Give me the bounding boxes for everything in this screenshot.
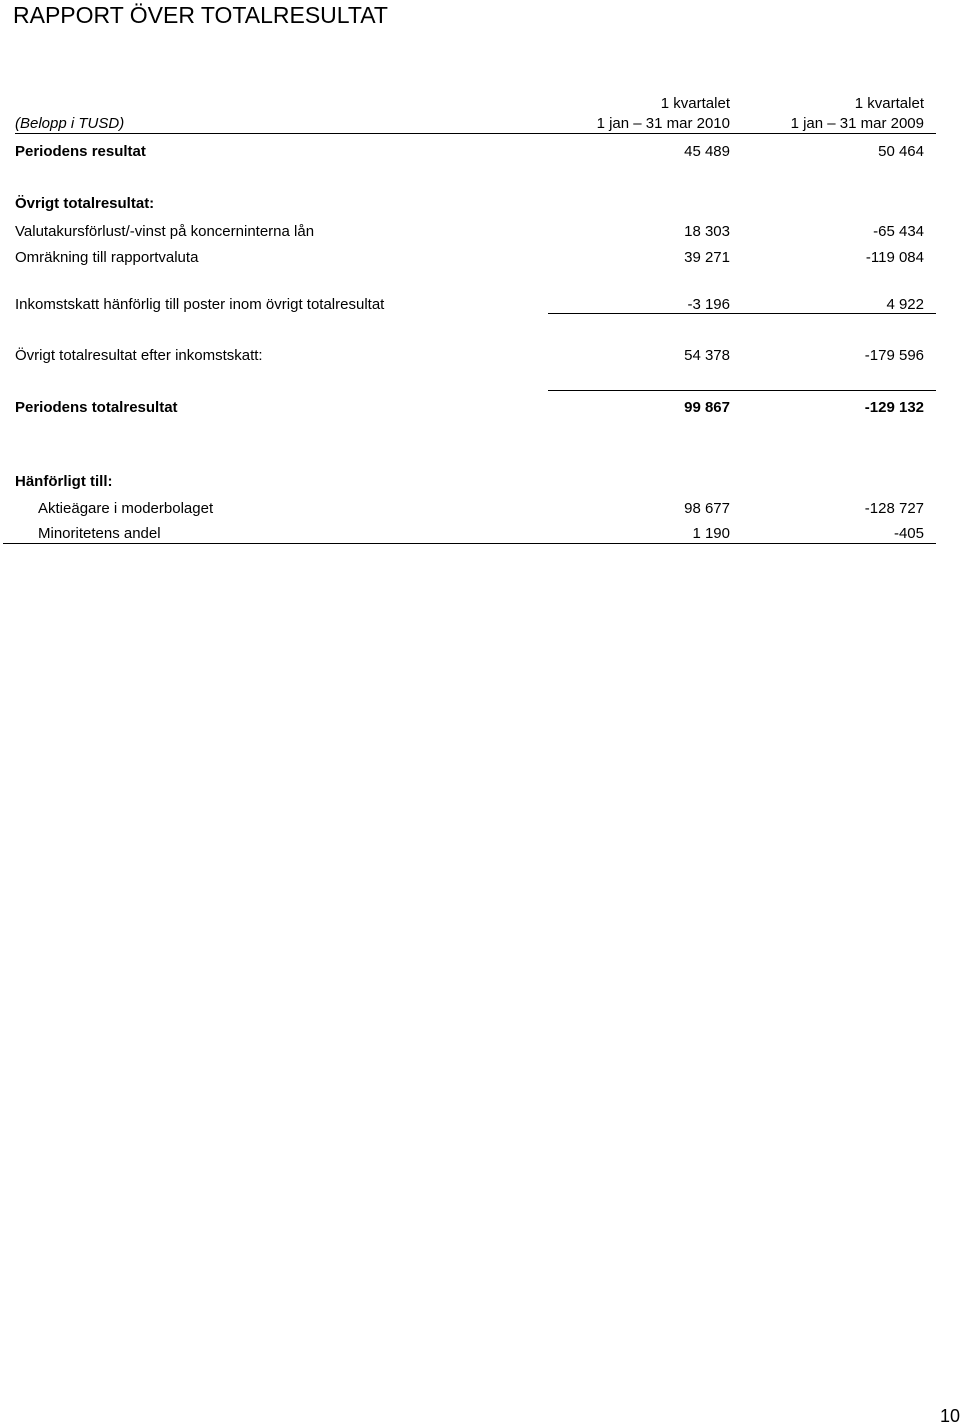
bottom-rule xyxy=(3,543,936,544)
page-title: RAPPORT ÖVER TOTALRESULTAT xyxy=(13,2,388,28)
total-rule xyxy=(548,390,936,391)
row-periodens-resultat-2010: 45 489 xyxy=(684,143,730,160)
unit-label: (Belopp i TUSD) xyxy=(15,115,125,132)
section-heading-hanforligt: Hänförligt till: xyxy=(15,473,113,490)
row-inkomstskatt-2010: -3 196 xyxy=(687,296,730,313)
header-rule xyxy=(15,133,936,134)
row-aktieagare-2009: -128 727 xyxy=(864,500,924,517)
header-col1-period: 1 kvartalet xyxy=(660,95,730,112)
row-omrakning-2009: -119 084 xyxy=(865,249,924,266)
row-periodens-totalresultat-label: Periodens totalresultat xyxy=(15,399,178,416)
header-col1-range: 1 jan – 31 mar 2010 xyxy=(596,115,730,132)
header-col2-range: 1 jan – 31 mar 2009 xyxy=(790,115,924,132)
row-periodens-resultat-2009: 50 464 xyxy=(878,143,924,160)
row-ovrigt-efter-skatt-2010: 54 378 xyxy=(684,347,730,364)
row-valutakurs-label: Valutakursförlust/-vinst på koncerninterna lån xyxy=(15,223,315,240)
row-valutakurs-2009: -65 434 xyxy=(873,223,924,240)
subtotal-rule xyxy=(548,313,936,314)
row-minoritet-2009: -405 xyxy=(893,525,924,542)
row-aktieagare-2010: 98 677 xyxy=(684,500,730,517)
row-omrakning-label: Omräkning till rapportvaluta xyxy=(15,249,199,266)
page-number: 10 xyxy=(939,1406,960,1426)
row-periodens-totalresultat-2010: 99 867 xyxy=(684,399,730,416)
row-minoritet-2010: 1 190 xyxy=(692,525,730,542)
row-minoritet-label: Minoritetens andel xyxy=(38,525,161,542)
row-ovrigt-efter-skatt-label: Övrigt totalresultat efter inkomstskatt: xyxy=(15,347,263,364)
row-periodens-resultat-label: Periodens resultat xyxy=(15,143,146,160)
row-inkomstskatt-2009: 4 922 xyxy=(886,296,924,313)
section-heading-ovrigt: Övrigt totalresultat: xyxy=(15,195,155,212)
row-aktieagare-label: Aktieägare i moderbolaget xyxy=(38,500,214,517)
row-inkomstskatt-label: Inkomstskatt hänförlig till poster inom övrigt totalresultat xyxy=(15,296,385,313)
row-valutakurs-2010: 18 303 xyxy=(684,223,730,240)
row-ovrigt-efter-skatt-2009: -179 596 xyxy=(864,347,924,364)
header-col2-period: 1 kvartalet xyxy=(854,95,924,112)
row-omrakning-2010: 39 271 xyxy=(684,249,730,266)
row-periodens-totalresultat-2009: -129 132 xyxy=(864,399,924,416)
